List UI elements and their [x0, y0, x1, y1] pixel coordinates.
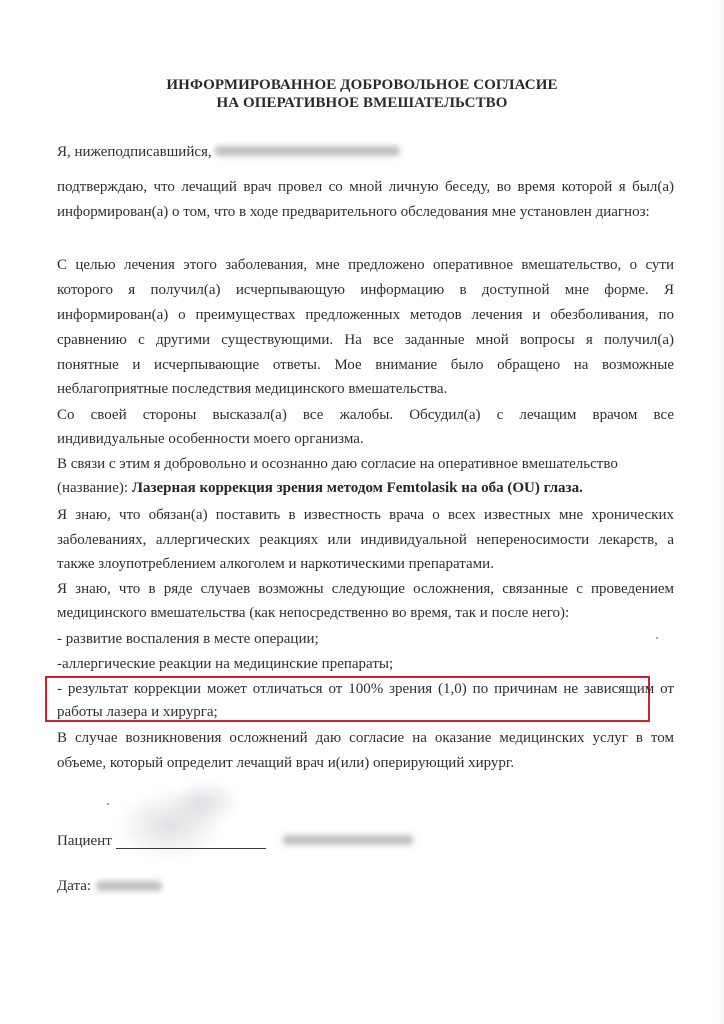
- para1-line-1: подтверждаю, что лечащий врач провел со мной личную беседу, во время которой я был(а): [57, 179, 674, 195]
- complication-2: -аллергические реакции на медицинские препараты;: [57, 656, 394, 672]
- para2-line-1: С целью лечения этого заболевания, мне предложено оперативное вмешательство, о сути: [57, 257, 674, 273]
- para7-line-2: объеме, который определит лечащий врач и(или) оперирующий хирург.: [57, 755, 515, 771]
- scan-speck: [107, 803, 109, 805]
- date-label: Дата:: [57, 878, 92, 894]
- procedure-name: Лазерная коррекция зрения методом Femtolasik на оба (OU) глаза.: [131, 480, 583, 496]
- scan-speck-2: [656, 637, 658, 639]
- para5-line-2: заболеваниях, аллергических реакциях или индивидуальной непереносимости лекарств, а: [57, 532, 674, 548]
- title-line-2: НА ОПЕРАТИВНОЕ ВМЕШАТЕЛЬСТВО: [216, 95, 508, 111]
- para1-line-2: информирован(а) о том, что в ходе предварительного обследования мне установлен диагноз:: [57, 204, 650, 220]
- para6-line-1: Я знаю, что в ряде случаев возможны следующие осложнения, связанные с проведением: [57, 581, 674, 597]
- para2-line-4: сравнению с другими существующими. На все заданные мной вопросы я получил(а): [57, 332, 674, 348]
- para5-line-3: также злоупотреблением алкоголем и наркотическими препаратами.: [57, 556, 494, 572]
- para6-line-2: медицинского вмешательства (как непосредственно во время, так и после него):: [57, 605, 570, 621]
- para4-line-2: [57, 479, 674, 497]
- document-title: [0, 76, 724, 112]
- para2-line-6: неблагоприятные последствия медицинского вмешательства.: [57, 381, 448, 397]
- title-line-1: ИНФОРМИРОВАННОЕ ДОБРОВОЛЬНОЕ СОГЛАСИЕ: [166, 77, 558, 93]
- procedure-label: (название):: [57, 480, 132, 496]
- redacted-patient-signature-name: [283, 835, 413, 845]
- highlighted-complication-line-2: работы лазера и хирурга;: [57, 704, 218, 720]
- para2-line-3: информирован(а) о преимуществах предложенных методов лечения и обезболивания, по: [57, 307, 674, 323]
- signature-smudge-2: [170, 780, 240, 825]
- intro-text: Я, нижеподписавшийся,: [57, 144, 212, 160]
- para3-line-1: Со своей стороны высказал(а) все жалобы. Обсудил(а) с лечащим врачом все: [57, 407, 674, 423]
- signature-line: [116, 848, 266, 849]
- para3-line-2: индивидуальные особенности моего организма.: [57, 431, 364, 447]
- para2-line-2: которого я получил(а) исчерпывающую информацию в доступной мне форме. Я: [57, 282, 674, 298]
- para5-line-1: Я знаю, что обязан(а) поставить в известность врача о всех известных мне хронических: [57, 507, 674, 523]
- para7-line-1: В случае возникновения осложнений даю согласие на оказание медицинских услуг в том: [57, 730, 674, 746]
- highlighted-complication-line-1: - результат коррекции может отличаться от 100% зрения (1,0) по причинам не зависящим от: [57, 681, 674, 697]
- redacted-patient-name: [215, 146, 400, 156]
- redacted-date: [96, 881, 162, 891]
- para4-line-1: В связи с этим я добровольно и осознанно даю согласие на оперативное вмешательство: [57, 456, 618, 472]
- page-edge-shadow: [718, 0, 724, 1024]
- patient-label: Пациент: [57, 833, 112, 849]
- complication-1: - развитие воспаления в месте операции;: [57, 631, 319, 647]
- para2-line-5: понятные и исчерпывающие ответы. Мое внимание было обращено на возможные: [57, 357, 674, 373]
